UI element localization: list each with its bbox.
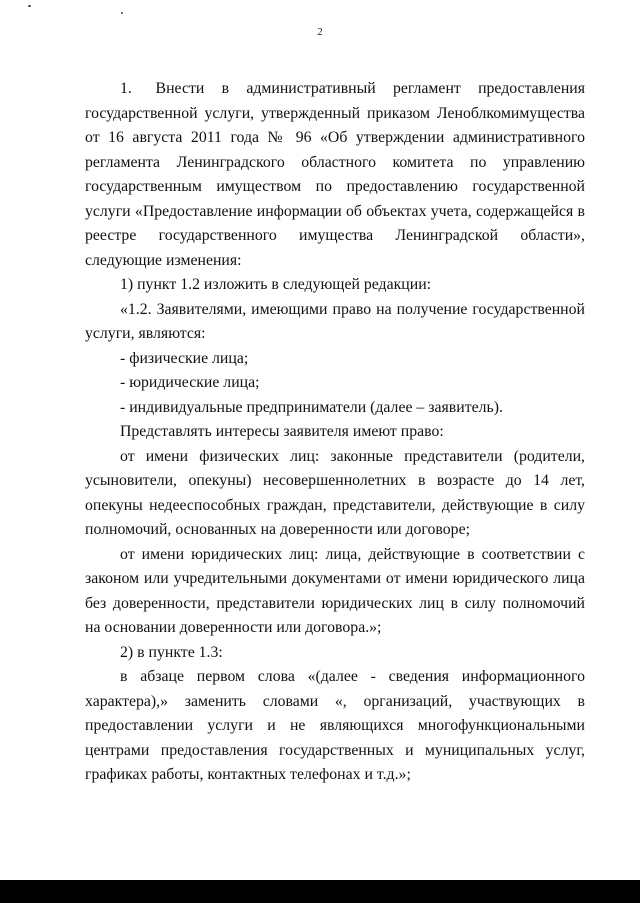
page-number: 2 [317, 26, 323, 38]
paragraph-replacement: в абзаце первом слова «(далее - сведения информационного характера),» заменить словами «, организаций, участвующих в предоставлении услуги и не являющихся многофункциональными центрами предоставления государственных и муниципальных услуг, графиках работы, контактных телефонах и т.д.»; [85, 668, 585, 783]
list-item-legal-entities: - юридические лица; [120, 374, 260, 391]
scan-speck [28, 5, 31, 7]
paragraph-legal-reps: от имени юридических лиц: лица, действующие в соответствии с законом или учредительными документами от имени юридического лица без доверенности, представители юридических лиц в силу полномочий на основании доверенности или договора.»; [85, 545, 585, 636]
paragraph-subitem-1-3: 2) в пункте 1.3: [120, 643, 223, 661]
list-item-individuals: - физические лица; [120, 349, 249, 367]
paragraph-item-1: 1. Внести в административный регламент предоставления государственной услуги, утвержденный приказом Леноблкомимущества от 16 августа 2011 года № 96 «Об утверждении административного регламента Ленинградского областного комитета по управлению государственным имуществом по предоставлению государственной услуги «Предоставление информации об объектах учета, содержащейся в реестре государственного имущества Ленинградской области», следующие изменения: [85, 80, 585, 269]
paragraph-representatives: Представлять интересы заявителя имеют право: [120, 423, 444, 440]
paragraph-quote-start: «1.2. Заявителями, имеющими право на получение государственной услуги, являются: [85, 300, 585, 342]
document-body [85, 77, 585, 788]
paragraph-individual-reps: от имени физических лиц: законные представители (родители, усыновители, опекуны) несовершеннолетних в возрасте до 14 лет, опекуны недееспособных граждан, представители, действующие в силу полномочий, основанных на доверенности или договоре; [85, 447, 585, 538]
scan-bottom-edge [0, 880, 640, 903]
paragraph-subitem-1-2: 1) пункт 1.2 изложить в следующей редакции: [120, 276, 432, 293]
list-item-entrepreneurs: - индивидуальные предприниматели (далее – заявитель). [120, 398, 503, 416]
scan-speck [121, 12, 123, 14]
